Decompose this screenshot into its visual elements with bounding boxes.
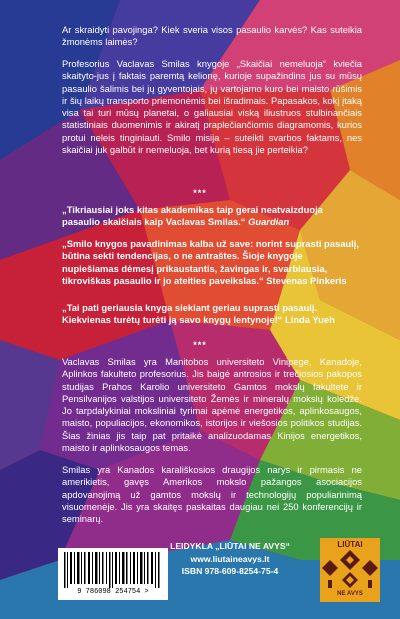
quote-text: „Tikriausiai joks kitas akademikas taip gerai neatvaizduoja pasaulio skaičiais kaip Vaclavas Smilas.“ (62, 204, 323, 228)
about-book-paragraph: Profesorius Vaclavas Smilas knygoje „Skaičiai nemeluoja“ kviečia skaityto-jus į faktais paremtą kelionę, kurioje supažindins jus su mūsų pasaulio šalimis bei jų gyventojais, jų vartojamo kuro bei maisto rūšimis ir šių laikų transporto priemonėmis bei išradimais. Papasakos, kokį įtaką visa tai turi mūsų planetai, o galiausiai viską iliustruos stulbinančiais statistiniais duomenimis ir akiratį praplečiančiomis diagramomis, kurios protui neleis tinginiauti. Smilo misija – suteikti svarbos faktams, nes skaičiai juk galbūt ir nemeluoja, bet kurią tiesą jie perteikia? (62, 58, 362, 156)
intro-questions: Ar skraidyti pavojinga? Kiek sveria visos pasaulio karvės? Kas suteikia žmonėms laimės? (62, 24, 362, 48)
isbn-barcode (58, 548, 168, 600)
publisher-info (155, 540, 305, 578)
quote-yueh (62, 302, 362, 327)
barcode-icon (64, 552, 162, 588)
quote-text: „Tai pati geriausia knyga siekiant geriau suprasti pasaulį. Kiekvienas turėtų turėti ją savo knygų lentynoje!“ (62, 302, 318, 326)
quote-source: Linda Yueh (284, 314, 335, 326)
quote-source: Stevenas Pinkeris (266, 274, 347, 286)
author-bio-paragraph-2: Smilas yra Kanados karališkosios draugijos narys ir pirmasis ne amerikietis, gavęs Amerikos mokslo pažangos asociacijos apdovanojimą už gamtos mokslų ir technologijų populiarinimą visuomenėje. Jis yra skaitęs paskaitas daugiau nei 250 konferencijų ir seminarų. (62, 464, 362, 525)
quote-guardian (62, 204, 362, 229)
isbn-number: ISBN 978-609-8254-75-4 (181, 566, 279, 576)
barcode-digits: 9 786098 254754 > (77, 588, 149, 596)
quote-text: „Smilo knygos pavadinimas kalba už save: norint suprasti pasaulį, būtina sekti tendencijas, o ne antraštes. Šioje knygoje nupiešiamas dėmesį prikaustantis, žavingas ir, svarbiausia, tikroviškas pasaulio ir jo ateities paveikslas.“ (62, 238, 359, 286)
author-bio-paragraph: Vaclavas Smilas yra Manitobos universiteto Vinipege, Kanadoje, Aplinkos fakulteto profesorius. Jis baigė antrosios ir trečiosios pakopos studijas Prahos Karolio universiteto Gamtos mokslų fakultete ir Pensilvanijos valstijos universiteto Žemės ir mineralų mokslų koledže. Jo tarpdalykiniai moksliniai tyrimai apėmė energetikos, aplinkosaugos, maisto, populiacijos, ekonomikos, istorijos ir viešosios politikos studijas. Šias žinias jis taip pat pritaikė analizuodamas Kinijos energetikos, maisto ir aplinkosaugos temas. (62, 356, 362, 454)
publisher-name: LEIDYKLA „LIŪTAI NE AVYS“ (170, 541, 290, 551)
publisher-website: www.liutaineavys.lt (190, 553, 270, 564)
quote-pinker (62, 238, 362, 287)
divider-stars: *** (193, 340, 207, 350)
divider-stars: *** (193, 188, 207, 198)
logo-text-top: LIŪTAI (337, 540, 363, 549)
logo-text-bottom: NE AVYS (337, 591, 363, 597)
quote-source: Guardian (248, 216, 290, 228)
